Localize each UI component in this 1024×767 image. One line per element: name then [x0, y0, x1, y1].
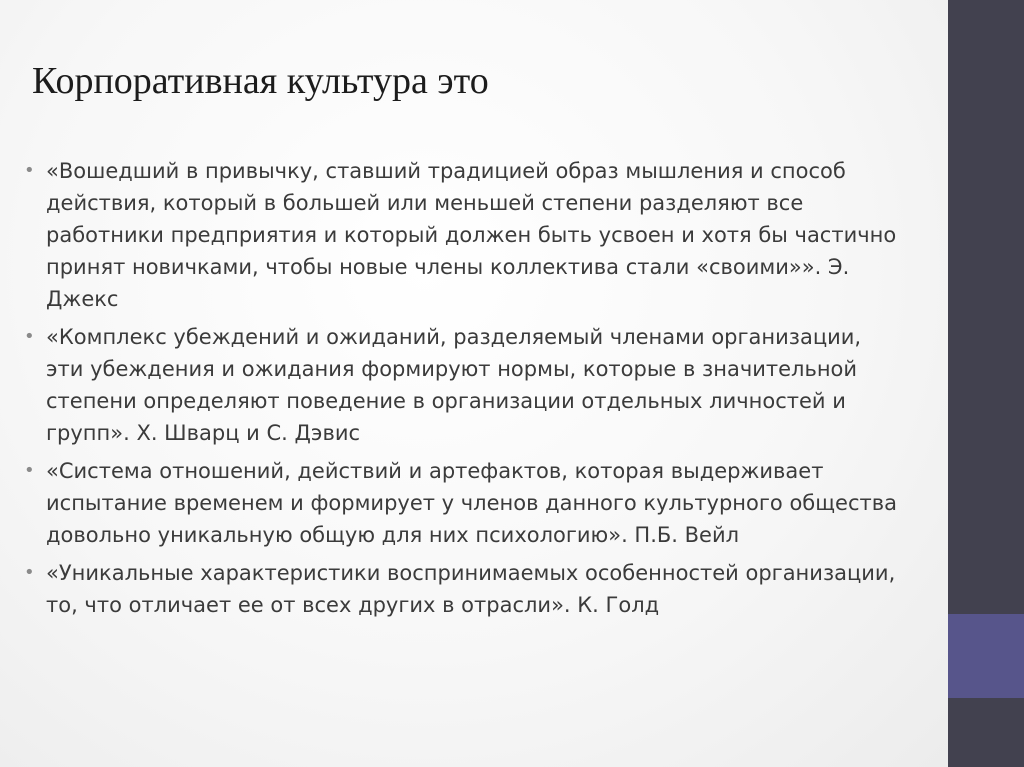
bullet-text: «Система отношений, действий и артефактов, которая выдерживает испытание временем и формирует у членов данного культурного общества довольно уникальную общую для них психологию». П.Б. Вейл [46, 459, 897, 547]
bullet-dot-icon: • [24, 460, 35, 481]
bullet-list [24, 155, 904, 627]
bullet-text: «Вошедший в привычку, ставший традицией образ мышления и способ действия, который в большей или меньшей степени разделяют все работники предприятия и который должен быть усвоен и хотя бы частично принят новичками, чтобы новые члены коллектива стали «своими»». Э. Джекс [46, 159, 897, 311]
side-accent-block [948, 614, 1024, 698]
bullet-dot-icon: • [24, 326, 35, 347]
bullet-item [24, 557, 904, 621]
bullet-dot-icon: • [24, 160, 35, 181]
bullet-item [24, 155, 904, 315]
bullet-item [24, 455, 904, 551]
slide-title: Корпоративная культура это [32, 60, 489, 102]
bullet-text: «Комплекс убеждений и ожиданий, разделяемый членами организации, эти убеждения и ожидания формируют нормы, которые в значительной степени определяют поведение в организации отдельных личностей и групп». Х. Шварц и С. Дэвис [46, 325, 862, 445]
bullet-text: «Уникальные характеристики воспринимаемых особенностей организации, то, что отличает ее от всех других в отрасли». К. Голд [46, 561, 896, 617]
bullet-item [24, 321, 904, 449]
bullet-dot-icon: • [24, 562, 35, 583]
